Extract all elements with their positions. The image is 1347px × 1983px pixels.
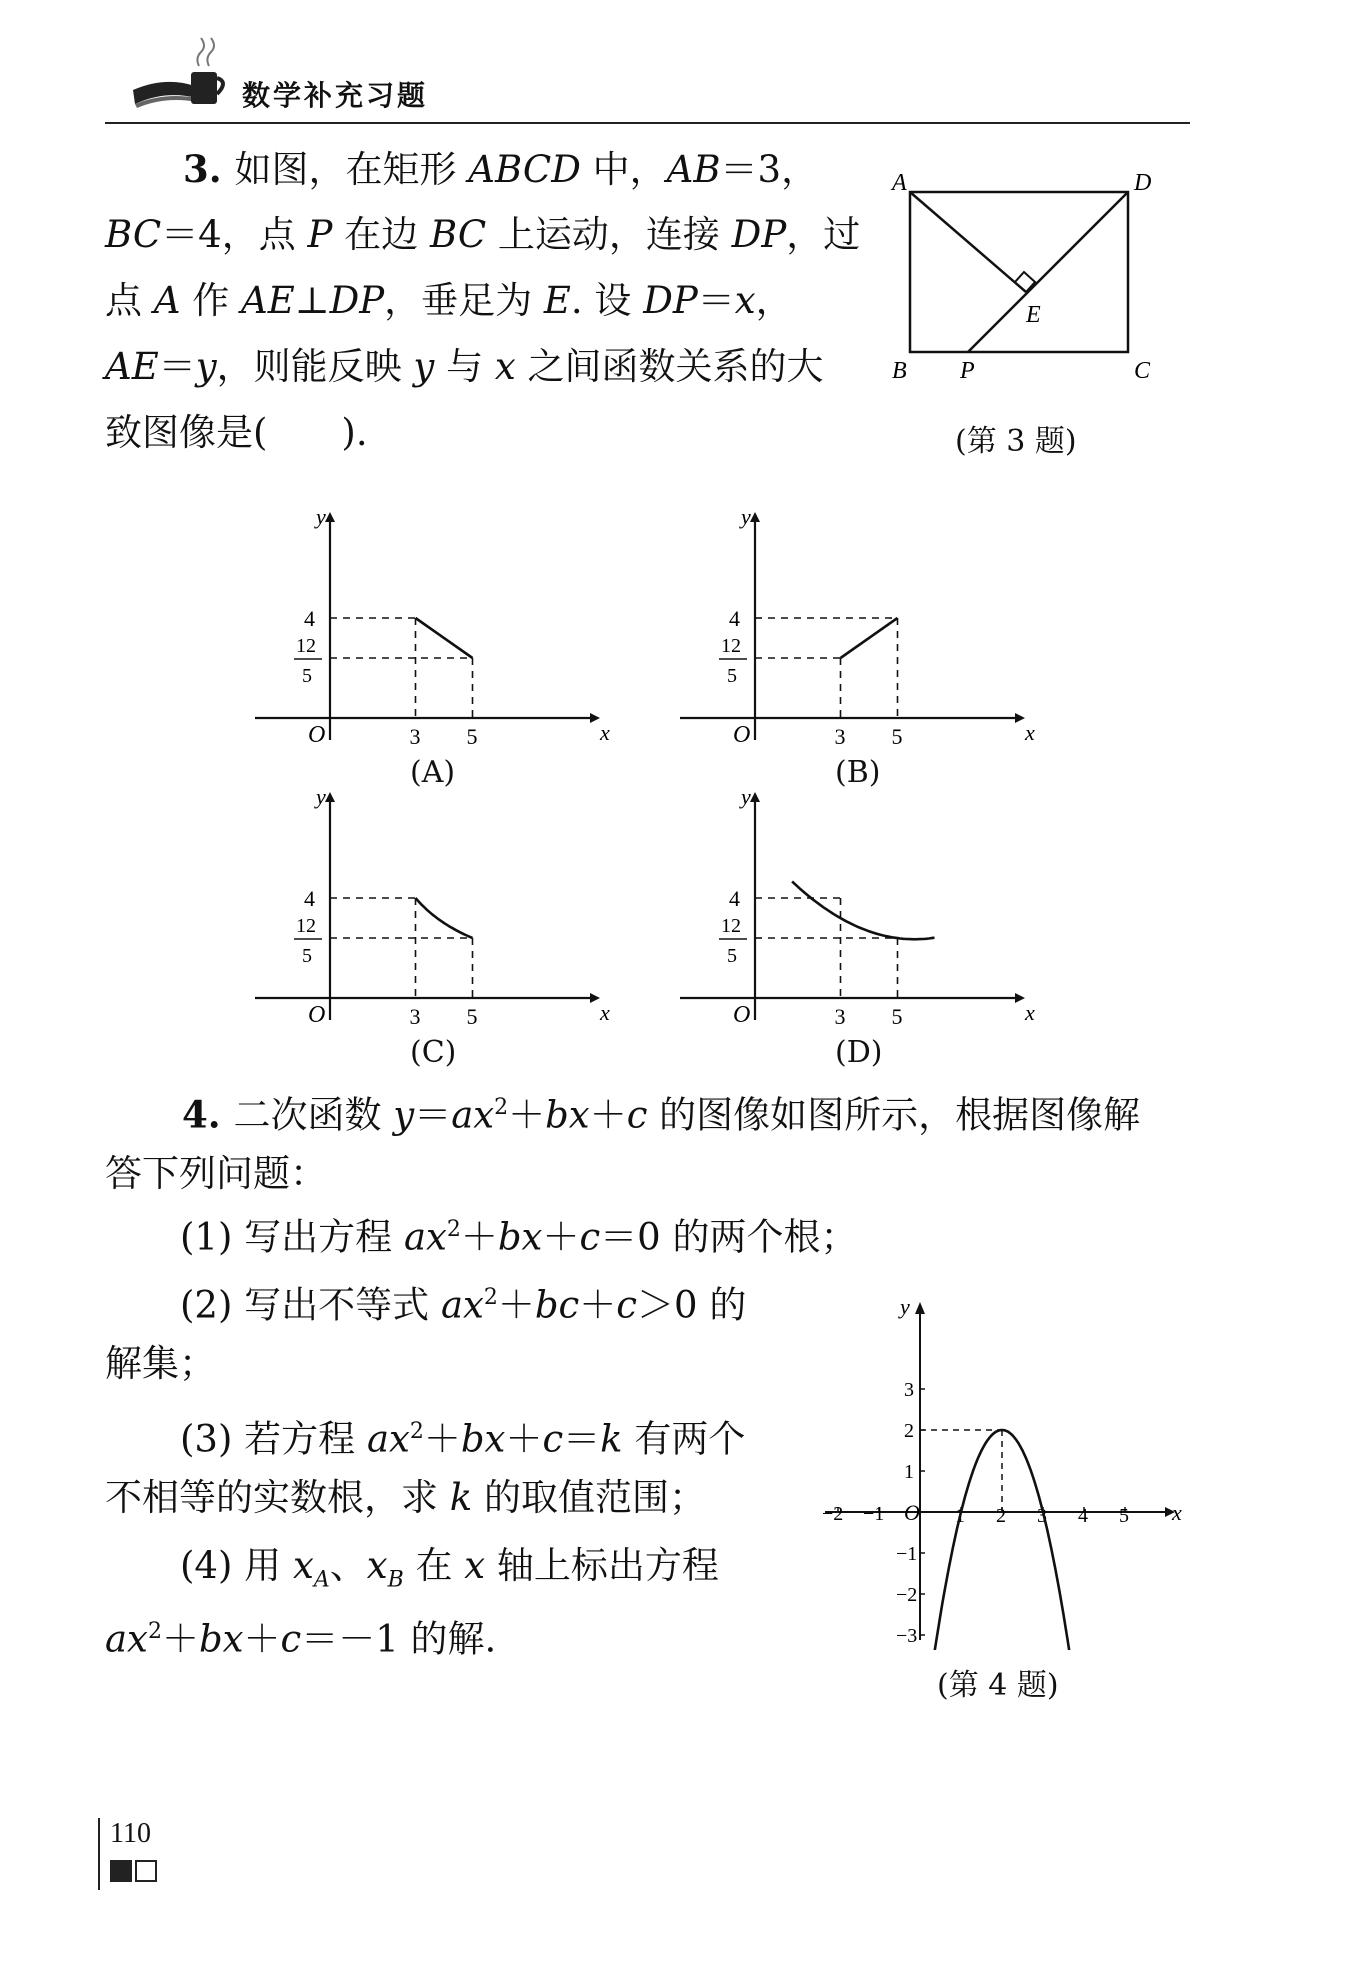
y-tick-label: 1 [904,1461,914,1483]
text-run: 轴上标出方程 [485,1544,719,1587]
text-run: 不相等的实数根，求 [105,1476,450,1519]
text-run: ＝0 的两个根； [600,1215,858,1259]
x-tick-label: 3 [1037,1505,1047,1527]
y-axis-label: y [741,784,751,809]
y-tick-label: 12 [296,635,316,657]
function-curve [416,898,473,938]
footer-bar [98,1818,100,1890]
y-tick-label: 5 [727,665,737,687]
option-label: (B) [835,755,881,790]
y-arrow-icon [325,792,335,802]
footer-squares [110,1860,160,1882]
origin-label: O [904,1500,920,1525]
text-run: ＝－1 的解. [301,1617,497,1661]
text-run: ＝ [563,1417,601,1461]
vertex-a-label: A [892,170,907,196]
x-tick-label: 5 [891,724,903,749]
text-run: 、 [329,1544,367,1587]
x-tick-label: 5 [466,1004,478,1029]
text-run: 之间函数关系的大 [515,345,824,388]
text-line [105,1599,496,1672]
header-divider [105,122,1190,124]
y-tick-label: 5 [302,945,312,967]
y-tick-label: 12 [721,635,741,657]
text-run: x [366,1544,388,1587]
y-axis-label: y [741,504,751,529]
problem-number: 4. [182,1092,234,1137]
empty-square-icon [135,1860,157,1882]
text-run: 与 [434,345,495,388]
text-run: c [280,1617,302,1661]
text-run: E [543,279,571,322]
origin-label: O [733,1002,751,1028]
y-arrow-icon [325,512,335,522]
text-line [182,1075,1140,1148]
text-run: . 设 [570,279,644,322]
text-run: 的图像如图所示，根据图像解 [647,1093,1141,1137]
text-run: ＞0 的 [637,1283,747,1327]
y-axis-label: y [316,504,326,529]
text-run: ＋ [460,1215,498,1259]
y-tick-label: 4 [304,606,315,631]
y-arrow-icon [750,792,760,802]
option-label: (C) [410,1035,457,1070]
text-line [105,268,793,334]
y-axis-label: y [900,1294,910,1319]
function-curve [841,618,898,658]
book-cup-logo [125,28,235,118]
text-line [105,1465,706,1531]
text-run: 答下列问题： [105,1152,327,1195]
problem-4-caption: (第 4 题) [937,1668,1059,1703]
text-run: ＋ [542,1215,580,1259]
option-graph-d [670,780,1050,1070]
text-run: DP [329,279,385,322]
text-run: (2) 写出不等式 [180,1283,441,1327]
y-tick-label: 5 [727,945,737,967]
y-tick-label: 2 [904,1420,914,1442]
text-run: x [292,1544,314,1587]
text-run: ＝4，点 [161,213,308,256]
text-run: ＝ [414,1093,452,1137]
text-run: 致图像是( ). [105,411,368,454]
text-line [180,1265,746,1338]
text-line [105,1331,216,1397]
y-arrow-icon [750,512,760,522]
text-run: 二次函数 [233,1093,394,1137]
x-tick-label: 5 [1119,1505,1129,1527]
text-run: 2 [409,1419,424,1444]
text-run: AE [105,345,159,388]
vertex-d-label: D [1134,170,1152,196]
text-run: ABCD [468,148,581,191]
x-axis-label: x [600,720,610,745]
origin-label: O [308,1002,326,1028]
y-tick-label: −1 [896,1543,918,1565]
function-curve [416,618,473,658]
text-run: ax [403,1215,447,1259]
option-graph-b [670,500,1050,790]
x-tick-label: 5 [891,1004,903,1029]
text-run: 上运动，连接 [486,213,732,256]
text-run: 解集； [105,1342,216,1385]
text-run: AB [666,148,721,191]
text-run: ＝ [697,279,735,322]
text-run: ax [366,1417,410,1461]
text-run: 的取值范围； [472,1476,706,1519]
point-p-label: P [960,358,975,384]
x-axis-label: x [1025,720,1035,745]
text-line [105,400,368,466]
text-run: bx [198,1617,244,1661]
page-number: 110 [110,1818,151,1849]
text-run: bx [497,1215,543,1259]
text-run: ＋ [589,1093,627,1137]
y-tick-label: 12 [296,915,316,937]
x-arrow-icon [590,993,600,1003]
text-run: ＝ [158,345,196,388]
text-run: 作 [180,279,242,322]
text-run: AE [241,279,295,322]
text-run: (4) 用 [180,1544,293,1587]
text-run: ＋ [497,1283,535,1327]
x-tick-label: 2 [996,1505,1006,1527]
x-tick-label: 3 [834,724,846,749]
text-run: A [153,279,181,322]
text-run: ax [451,1093,495,1137]
y-tick-label: 4 [304,886,315,911]
text-run: 2 [483,1285,498,1310]
text-run: ，过 [786,213,861,256]
text-run: 点 [105,279,154,322]
x-tick-label: 3 [409,1004,421,1029]
text-run: c [579,1215,601,1259]
text-run: k [600,1417,623,1461]
text-run: BC [429,213,487,256]
text-run: ＋ [505,1417,543,1461]
x-axis-label: x [600,1000,610,1025]
text-run: ＝3， [720,148,819,191]
problem-number: 3. [183,147,235,191]
text-run: B [387,1567,404,1593]
text-run: 中， [580,148,667,191]
x-axis-label: x [1025,1000,1035,1025]
y-arrow-icon [915,1302,925,1314]
text-run: BC [105,213,162,256]
text-line [105,334,823,400]
y-tick-label: 5 [302,665,312,687]
text-line [180,1197,857,1270]
vertex-c-label: C [1134,358,1151,384]
point-e-label: E [1026,302,1041,328]
x-tick-label: 3 [409,724,421,749]
text-run: DP [731,213,787,256]
text-run: bc [534,1283,580,1327]
option-graph-a [245,500,625,790]
text-run: A [313,1567,330,1593]
text-run: y [393,1093,415,1137]
text-run: bx [460,1417,506,1461]
text-run: ， [755,279,793,322]
text-run: (3) 若方程 [180,1417,367,1461]
x-tick-label: 4 [1078,1505,1088,1527]
text-run: ax [440,1283,484,1327]
text-run: y [413,345,435,388]
option-graph-c [245,780,625,1070]
header-title: 数学补充习题 [242,79,429,112]
problem-3-caption: (第 3 题) [955,424,1077,459]
y-tick-label: −2 [896,1584,918,1606]
text-run: c [542,1417,564,1461]
problem-4-parabola-graph [820,1290,1190,1650]
text-run: ＋ [243,1617,281,1661]
x-tick-label: 3 [834,1004,846,1029]
text-run: 2 [147,1619,162,1644]
text-run: 在边 [332,213,430,256]
origin-label: O [733,722,751,748]
text-run: 有两个 [622,1417,746,1461]
x-tick-label: −1 [863,1503,885,1525]
function-curve [792,882,934,940]
text-run: y [195,345,217,388]
text-run: DP [643,279,698,322]
text-run: ＋ [579,1283,617,1327]
y-tick-label: −3 [896,1625,918,1647]
y-tick-label: 12 [721,915,741,937]
x-arrow-icon [1015,993,1025,1003]
x-tick-label: 5 [466,724,478,749]
text-run: 2 [446,1217,461,1242]
text-run: (1) 写出方程 [180,1215,404,1259]
text-run: bx [545,1093,590,1137]
text-run: ＋ [508,1093,546,1137]
y-tick-label: 4 [729,606,740,631]
text-run: 在 [403,1544,465,1587]
vertex-b-label: B [892,358,907,384]
problem-3-figure [880,160,1180,390]
text-run: ＋ [161,1617,199,1661]
text-run: c [616,1283,638,1327]
text-run: k [449,1476,473,1519]
x-arrow-icon [1015,713,1025,723]
text-run: c [626,1093,648,1137]
x-arrow-icon [590,713,600,723]
origin-label: O [308,722,326,748]
text-run: 2 [494,1095,509,1120]
x-tick-label: −2 [822,1503,844,1525]
text-run: 如图，在矩形 [234,148,469,191]
text-line [105,202,860,268]
text-run: ＋ [423,1417,461,1461]
text-run: x [494,345,516,388]
text-line [183,136,818,203]
text-run: x [734,279,756,322]
x-tick-label: 1 [955,1505,965,1527]
y-axis-label: y [316,784,326,809]
y-tick-label: 3 [904,1379,914,1401]
text-run: ⊥ [294,279,330,322]
option-label: (D) [835,1035,883,1070]
text-run: P [307,213,333,256]
text-run: ，垂足为 [384,279,544,322]
option-label: (A) [410,755,456,790]
text-line [180,1399,745,1472]
y-tick-label: 4 [729,886,740,911]
x-axis-label: x [1172,1500,1182,1525]
filled-square-icon [110,1860,132,1882]
text-run: ax [105,1617,148,1661]
text-run: x [464,1544,486,1587]
text-run: ，则能反映 [216,345,414,388]
